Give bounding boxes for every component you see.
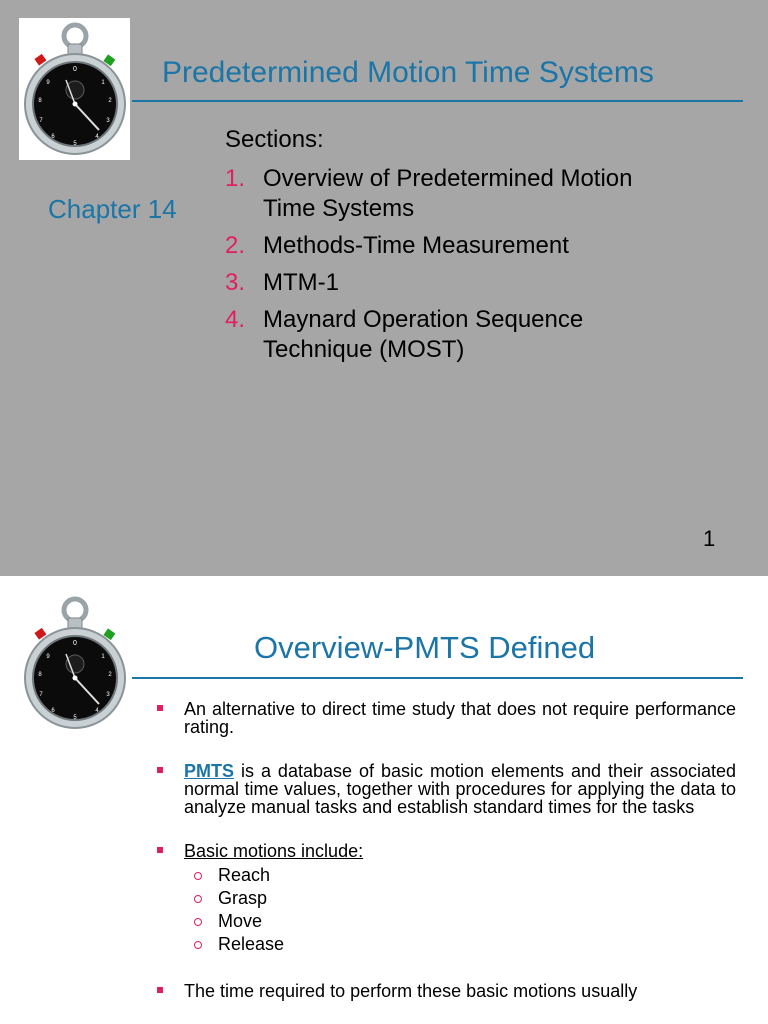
bullet-marker xyxy=(157,847,163,853)
page-number: 1 xyxy=(703,526,716,551)
section-number: 2. xyxy=(225,232,246,259)
bullet-marker xyxy=(157,767,163,773)
svg-text:9: 9 xyxy=(46,80,50,86)
svg-text:1: 1 xyxy=(101,654,105,660)
svg-text:6: 6 xyxy=(51,134,55,140)
title-divider xyxy=(132,677,743,679)
sub-bullet-item xyxy=(184,933,736,956)
section-text: Overview of Predetermined Motion Time Systems xyxy=(263,165,633,222)
bullet-marker xyxy=(157,987,163,993)
bullet-item xyxy=(156,700,736,736)
bullet-list xyxy=(156,700,736,1024)
bullet-item xyxy=(156,842,736,956)
slide-2 xyxy=(0,576,768,1024)
section-item xyxy=(225,164,685,224)
sub-bullet-text: Grasp xyxy=(218,888,268,908)
slide-title: Overview-PMTS Defined xyxy=(254,630,596,665)
section-text: Maynard Operation Sequence Technique (MOST) xyxy=(263,306,584,363)
basic-motions-label: Basic motions include: xyxy=(184,841,364,861)
sub-bullet-marker xyxy=(194,918,202,926)
sub-bullet-item xyxy=(184,887,736,910)
sub-bullet-marker xyxy=(194,941,202,949)
slide-title: Predetermined Motion Time Systems xyxy=(162,56,654,89)
bullet-text: is a database of basic motion elements and their associated normal time values, together with procedures for applying the data to analyze manual tasks and establish standard times for the tasks xyxy=(184,761,736,817)
sub-bullet-marker xyxy=(194,872,202,880)
bullet-text: An alternative to direct time study that does not require performance rating. xyxy=(184,699,736,737)
section-text: MTM-1 xyxy=(263,269,339,296)
bullet-item xyxy=(156,982,736,1000)
stopwatch-icon xyxy=(19,18,130,160)
svg-text:2: 2 xyxy=(108,672,112,678)
sub-bullet-item xyxy=(184,864,736,887)
svg-text:0: 0 xyxy=(73,640,77,647)
bullet-text: The time required to perform these basic motions usually xyxy=(184,981,638,1001)
sections-heading: Sections: xyxy=(225,126,324,153)
sub-bullet-text: Release xyxy=(218,934,285,954)
pmts-link[interactable]: PMTS xyxy=(184,761,235,781)
svg-text:4: 4 xyxy=(95,134,99,140)
section-item xyxy=(225,268,685,298)
svg-text:3: 3 xyxy=(106,118,110,124)
svg-text:8: 8 xyxy=(38,98,42,104)
section-text: Methods-Time Measurement xyxy=(263,232,569,259)
sub-bullet-marker xyxy=(194,895,202,903)
svg-text:5: 5 xyxy=(73,141,77,147)
chapter-label: Chapter 14 xyxy=(48,194,177,224)
svg-text:1: 1 xyxy=(101,80,105,86)
section-number: 4. xyxy=(225,306,246,333)
svg-text:5: 5 xyxy=(73,715,77,721)
section-number: 1. xyxy=(225,165,246,192)
svg-text:8: 8 xyxy=(38,672,42,678)
svg-text:9: 9 xyxy=(46,654,50,660)
bullet-marker xyxy=(157,705,163,711)
svg-text:2: 2 xyxy=(108,98,112,104)
svg-text:0: 0 xyxy=(73,66,77,73)
section-number: 3. xyxy=(225,269,246,296)
sub-bullet-text: Reach xyxy=(218,865,271,885)
sub-bullet-text: Move xyxy=(218,911,263,931)
svg-text:7: 7 xyxy=(39,118,43,124)
bullet-item xyxy=(156,762,736,816)
svg-text:6: 6 xyxy=(51,708,55,714)
sub-bullet-item xyxy=(184,910,736,933)
sections-list xyxy=(225,164,685,372)
basic-motions-list xyxy=(184,864,736,956)
title-divider xyxy=(132,100,743,102)
svg-text:7: 7 xyxy=(39,692,43,698)
section-item xyxy=(225,305,685,365)
section-item xyxy=(225,231,685,261)
svg-text:4: 4 xyxy=(95,708,99,714)
svg-text:3: 3 xyxy=(106,692,110,698)
stopwatch-icon xyxy=(19,592,130,734)
